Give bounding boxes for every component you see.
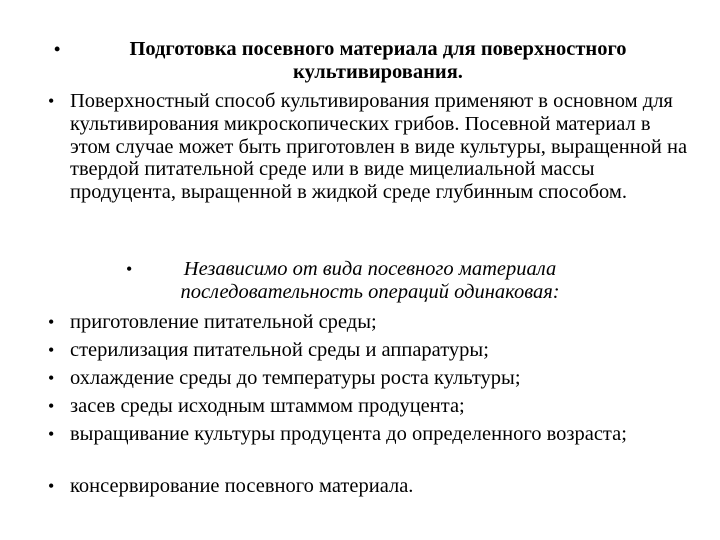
bullet-icon: • [48, 368, 55, 388]
intro-paragraph [48, 90, 690, 204]
list-item [48, 311, 690, 334]
bullet-icon: • [48, 476, 55, 496]
bullet-icon: • [48, 424, 55, 444]
list-item [48, 423, 690, 446]
list-item-text: консервирование посевного материала. [70, 475, 414, 497]
list-item-text: выращивание культуры продуцента до определенного возраста; [70, 423, 627, 445]
bullet-icon: • [48, 340, 55, 360]
bullet-icon: • [54, 39, 61, 59]
list-item [48, 339, 690, 362]
list-item-text: стерилизация питательной среды и аппаратуры; [70, 339, 489, 361]
list-item-text: охлаждение среды до температуры роста культуры; [70, 367, 521, 389]
list-item-text: приготовление питательной среды; [70, 311, 377, 333]
intro-text: Поверхностный способ культивирования применяют в основном для культивирования микроскопических грибов. Посевной материал в этом случае может быть приготовлен в виде культуры, выращенной на твердой питательной среде или в виде мицелиальной массы продуцента, выращенной в жидкой среде глубинным способом. [70, 90, 688, 204]
slide-heading [54, 38, 676, 84]
list-item [48, 395, 690, 418]
list-item-text: засев среды исходным штаммом продуцента; [70, 395, 465, 417]
bullet-icon: • [48, 312, 55, 332]
bullet-icon: • [48, 396, 55, 416]
note-text: Независимо от вида посевного материала последовательность операций одинаковая: [180, 258, 560, 303]
bullet-icon: • [48, 91, 55, 111]
list-item [48, 367, 690, 390]
list-item [48, 475, 690, 498]
bullet-icon: • [126, 259, 133, 279]
italic-note [126, 258, 610, 304]
heading-text: Подготовка посевного материала для поверхностного культивирования. [129, 38, 627, 83]
